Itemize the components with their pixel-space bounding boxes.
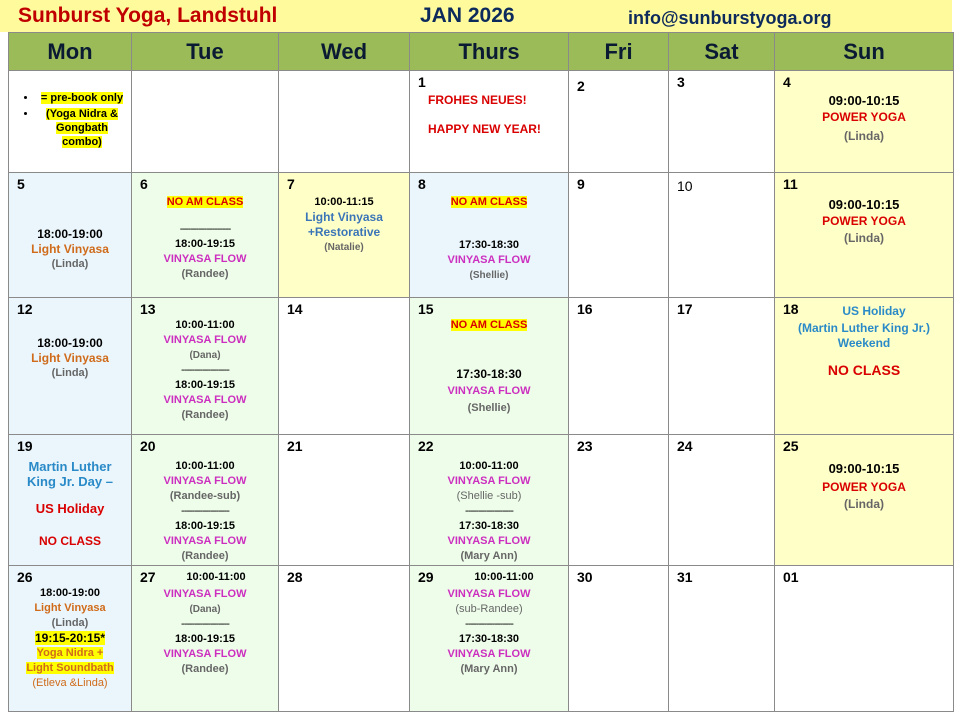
weekday-sun: Sun <box>775 33 954 71</box>
separator: ------------------ <box>181 617 229 630</box>
class-name: VINYASA FLOW <box>447 587 531 600</box>
class-teacher: (Linda) <box>51 258 89 271</box>
day-cell-22 <box>410 434 569 565</box>
class-time: 18:00-19:00 <box>37 227 103 242</box>
day-cell-16 <box>569 297 669 434</box>
class-teacher: (Shellie) <box>469 270 509 282</box>
class-time: 17:30-18:30 <box>459 632 519 645</box>
separator: ------------------ <box>465 504 513 517</box>
class-teacher: (Randee) <box>181 408 229 421</box>
day-number: 3 <box>677 74 685 91</box>
week-row-3 <box>9 297 954 434</box>
day-number: 23 <box>577 437 593 454</box>
class-teacher: (Shellie -sub) <box>456 489 522 502</box>
class-teacher: (Natalie) <box>324 242 364 254</box>
day-number: 19 <box>17 437 33 454</box>
class-name: Light Vinyasa <box>31 350 109 365</box>
special-class-name-cont: Light Soundbath <box>26 661 114 674</box>
day-cell-20 <box>132 434 279 565</box>
week-row-4 <box>9 434 954 565</box>
day-cell-6 <box>132 173 279 298</box>
day-cell-31 <box>669 565 775 711</box>
day-cell-13 <box>132 297 279 434</box>
day-cell-next-month-1 <box>775 565 954 711</box>
week-row-5 <box>9 565 954 711</box>
class-name: VINYASA FLOW <box>447 254 531 267</box>
class-teacher: (Randee-sub) <box>169 489 241 502</box>
day-number: 8 <box>418 176 426 193</box>
day-number: 15 <box>418 300 434 317</box>
day-number: 28 <box>287 568 303 585</box>
no-am-class-note: NO AM CLASS <box>166 196 244 209</box>
class-teacher: (Linda) <box>844 496 884 511</box>
day-number: 30 <box>577 568 593 585</box>
legend-list <box>9 71 131 149</box>
day-cell-2 <box>569 71 669 173</box>
day-cell-24 <box>669 434 775 565</box>
separator: ------------------ <box>465 617 513 630</box>
day-cell-14 <box>279 297 410 434</box>
day-cell-30 <box>569 565 669 711</box>
class-time: 18:00-19:15 <box>175 378 235 391</box>
day-number: 25 <box>783 437 799 454</box>
class-teacher: (Randee) <box>181 549 229 562</box>
day-number: 14 <box>287 300 303 317</box>
class-time: 10:00-11:00 <box>474 570 534 583</box>
day-number: 5 <box>17 176 25 193</box>
day-number: 7 <box>287 176 295 193</box>
class-teacher: (Linda) <box>844 129 884 144</box>
day-cell-28 <box>279 565 410 711</box>
class-time: 09:00-10:15 <box>828 460 900 476</box>
class-teacher: (Dana) <box>189 349 221 361</box>
day-cell-19 <box>9 434 132 565</box>
class-teacher: (Mary Ann) <box>460 549 518 562</box>
day-number: 6 <box>140 176 148 193</box>
day-cell-10 <box>669 173 775 298</box>
holiday-name: (Martin Luther King Jr.) <box>798 320 930 335</box>
class-time: 18:00-19:00 <box>40 586 100 599</box>
legend-cell <box>9 71 132 173</box>
class-name: VINYASA FLOW <box>163 333 247 346</box>
class-time: 10:00-11:00 <box>175 318 235 331</box>
weekday-header-row <box>9 33 954 71</box>
month-label: JAN 2026 <box>420 4 515 27</box>
day-cell-5 <box>9 173 132 298</box>
class-name: VINYASA FLOW <box>163 474 247 487</box>
class-name: VINYASA FLOW <box>447 474 531 487</box>
class-name: POWER YOGA <box>822 214 906 229</box>
day-number: 9 <box>577 176 585 193</box>
weekday-wed: Wed <box>279 33 410 71</box>
weekday-tue: Tue <box>132 33 279 71</box>
class-time: 09:00-10:15 <box>828 93 900 109</box>
day-cell-1 <box>410 71 569 173</box>
class-teacher: (sub-Randee) <box>455 602 523 615</box>
weekday-thu: Thurs <box>410 33 569 71</box>
weekday-mon: Mon <box>9 33 132 71</box>
class-teacher: (Randee) <box>181 662 229 675</box>
class-name: Light Vinyasa <box>31 242 109 257</box>
contact-email[interactable]: info@sunburstyoga.org <box>628 8 832 28</box>
class-name: VINYASA FLOW <box>447 534 531 547</box>
week-row-1 <box>9 71 954 173</box>
class-name: POWER YOGA <box>822 479 906 494</box>
day-cell-23 <box>569 434 669 565</box>
class-time: 17:30-18:30 <box>456 366 522 381</box>
day-cell-27 <box>132 565 279 711</box>
no-am-class-note: NO AM CLASS <box>450 196 528 209</box>
class-time: 17:30-18:30 <box>459 519 519 532</box>
holiday-label: US Holiday <box>842 303 906 318</box>
class-name: VINYASA FLOW <box>447 384 531 397</box>
new-year-greeting-de: FROHES NEUES! <box>428 93 527 108</box>
class-time: 18:00-19:00 <box>37 335 103 350</box>
day-cell-25 <box>775 434 954 565</box>
special-class-teacher: (Etleva &Linda) <box>32 676 108 689</box>
class-teacher: (Linda) <box>51 366 89 379</box>
class-teacher: (Linda) <box>51 616 89 629</box>
class-name: VINYASA FLOW <box>447 647 531 660</box>
day-cell-empty <box>279 71 410 173</box>
calendar-grid <box>8 32 954 712</box>
day-cell-26 <box>9 565 132 711</box>
no-class-label: NO CLASS <box>827 361 901 378</box>
class-time: 10:00-11:00 <box>459 459 519 472</box>
day-number: 1 <box>418 74 426 91</box>
holiday-name-cont: King Jr. Day – <box>27 473 113 489</box>
day-number: 31 <box>677 568 693 585</box>
day-cell-29 <box>410 565 569 711</box>
holiday-weekend: Weekend <box>837 335 891 350</box>
day-number: 2 <box>577 78 585 95</box>
day-cell-11 <box>775 173 954 298</box>
class-teacher: (Linda) <box>844 231 884 246</box>
day-number: 20 <box>140 437 156 454</box>
title-bar <box>0 0 952 32</box>
legend-item-combo: • (Yoga Nidra & Gongbath combo) <box>37 107 127 149</box>
day-cell-empty <box>132 71 279 173</box>
day-cell-21 <box>279 434 410 565</box>
new-year-greeting-en: HAPPY NEW YEAR! <box>428 122 541 137</box>
day-cell-7 <box>279 173 410 298</box>
separator: ------------------ <box>181 363 229 376</box>
class-name-extra: +Restorative <box>307 225 381 240</box>
day-cell-3 <box>669 71 775 173</box>
class-name: VINYASA FLOW <box>163 647 247 660</box>
class-teacher: (Shellie) <box>467 401 511 414</box>
holiday-label: US Holiday <box>35 500 105 516</box>
day-cell-15 <box>410 297 569 434</box>
special-class-name: Yoga Nidra + <box>36 646 104 659</box>
weekday-sat: Sat <box>669 33 775 71</box>
day-number: 21 <box>287 437 303 454</box>
class-time: 10:00-11:00 <box>186 570 246 583</box>
class-teacher: (Mary Ann) <box>460 662 518 675</box>
day-cell-17 <box>669 297 775 434</box>
day-cell-8 <box>410 173 569 298</box>
weekday-fri: Fri <box>569 33 669 71</box>
day-number: 24 <box>677 437 693 454</box>
day-number: 10 <box>677 178 693 195</box>
separator: ------------------- <box>179 223 231 236</box>
day-number: 16 <box>577 300 593 317</box>
day-number: 13 <box>140 300 156 317</box>
class-time: 09:00-10:15 <box>828 197 900 213</box>
class-time: 17:30-18:30 <box>459 239 519 252</box>
week-row-2 <box>9 173 954 298</box>
separator: ------------------ <box>181 504 229 517</box>
class-name: VINYASA FLOW <box>163 393 247 406</box>
class-time: 18:00-19:15 <box>175 238 235 251</box>
day-number: 01 <box>783 568 799 585</box>
day-number: 29 <box>418 568 434 585</box>
day-cell-12 <box>9 297 132 434</box>
class-time: 18:00-19:15 <box>175 632 235 645</box>
class-name: VINYASA FLOW <box>163 587 247 600</box>
day-number: 12 <box>17 300 33 317</box>
day-number: 4 <box>783 74 791 91</box>
day-number: 18 <box>783 300 799 317</box>
studio-name: Sunburst Yoga, Landstuhl <box>18 4 278 27</box>
class-time: 10:00-11:00 <box>175 459 235 472</box>
class-name: Light Vinyasa <box>34 601 106 614</box>
day-number: 11 <box>783 176 798 193</box>
day-cell-4 <box>775 71 954 173</box>
class-teacher: (Randee) <box>181 268 229 281</box>
day-number: 22 <box>418 437 434 454</box>
class-time: 10:00-11:15 <box>314 196 374 209</box>
class-name: VINYASA FLOW <box>163 253 247 266</box>
class-teacher: (Dana) <box>189 603 221 615</box>
day-number: 27 <box>140 568 156 585</box>
class-name: Light Vinyasa <box>305 210 383 225</box>
day-number: 26 <box>17 568 33 585</box>
holiday-name: Martin Luther <box>28 458 112 474</box>
no-am-class-note: NO AM CLASS <box>450 318 528 331</box>
day-cell-9 <box>569 173 669 298</box>
no-class-label: NO CLASS <box>38 533 101 548</box>
class-name: VINYASA FLOW <box>163 534 247 547</box>
day-number: 17 <box>677 300 693 317</box>
class-name: POWER YOGA <box>822 110 906 125</box>
class-time: 18:00-19:15 <box>175 519 235 532</box>
legend-item-prebook: • = pre-book only <box>37 91 127 105</box>
day-cell-18 <box>775 297 954 434</box>
special-class-time: 19:15-20:15* <box>34 630 106 645</box>
